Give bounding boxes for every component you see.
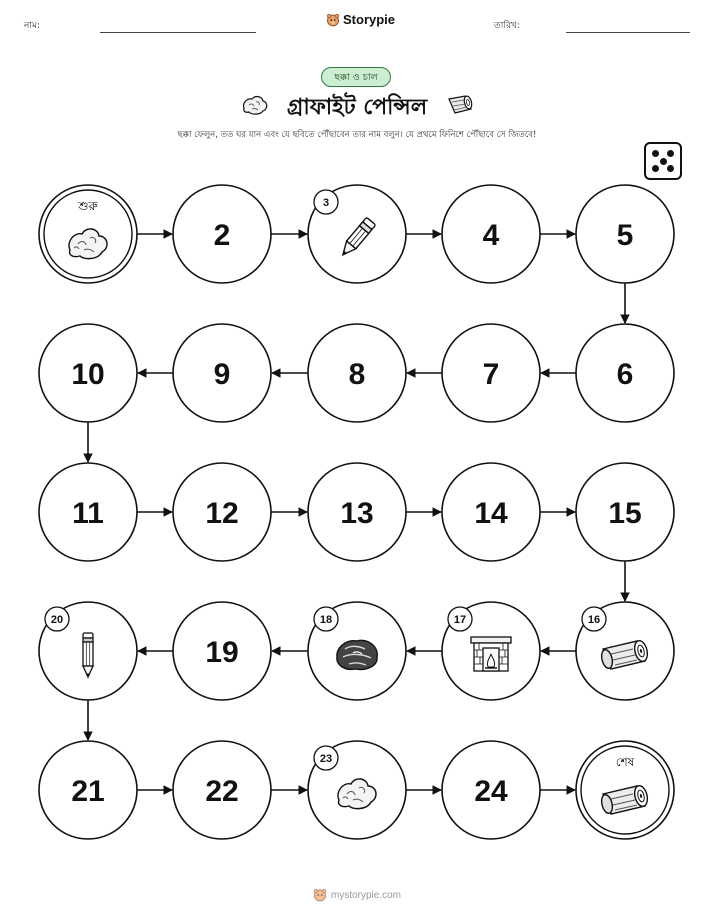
cell-number: 15 [608, 497, 642, 530]
board-cell-4[interactable] [442, 185, 540, 283]
footer-url[interactable]: mystorypie.com [330, 889, 401, 901]
start-label: শুরু [78, 199, 98, 213]
board-cell-11[interactable] [39, 463, 137, 561]
date-label: তারিখ: [494, 21, 520, 31]
board-cell-10[interactable] [39, 324, 137, 422]
finish-label: শেষ [615, 755, 635, 769]
cell-number: 22 [205, 775, 239, 808]
board-cell-24[interactable] [442, 741, 540, 839]
cell-number: 21 [71, 775, 105, 808]
cell-number: 6 [616, 358, 634, 391]
board-cell-8[interactable] [308, 324, 406, 422]
board-cell-2[interactable] [173, 185, 271, 283]
board-cell-17[interactable] [442, 602, 540, 700]
cell-number-badge: 23 [319, 753, 333, 765]
board-cell-5[interactable] [576, 185, 674, 283]
cell-number: 10 [71, 358, 105, 391]
cell-number: 24 [474, 775, 508, 808]
cell-number: 12 [205, 497, 239, 530]
cell-number: 5 [616, 219, 634, 252]
finish-cell[interactable] [576, 741, 674, 839]
board-cell-23[interactable] [308, 741, 406, 839]
cell-number: 9 [213, 358, 231, 391]
name-label: নাম: [24, 21, 41, 31]
board-cell-7[interactable] [442, 324, 540, 422]
cell-number-badge: 20 [50, 614, 64, 626]
instructions: ছক্কা ফেলুন, তত ঘর যান এবং যে ছবিতে পৌঁছাবেন তার নাম বলুন। যে প্রথমে ফিনিশে পৌঁছাবে সে জিতবে! [177, 130, 537, 140]
cell-number: 8 [348, 358, 366, 391]
board-cell-18[interactable] [308, 602, 406, 700]
brand-name: Storypie [343, 12, 396, 27]
board-cell-22[interactable] [173, 741, 271, 839]
board-cell-9[interactable] [173, 324, 271, 422]
cell-number: 19 [205, 636, 239, 669]
cell-number: 4 [482, 219, 500, 252]
fireplace-icon [471, 637, 511, 671]
cell-number: 11 [72, 497, 104, 530]
board-cell-20[interactable] [39, 602, 137, 700]
pencil-upright-icon [83, 633, 93, 677]
cell-number-badge: 17 [453, 614, 467, 626]
worksheet-title: গ্রাফাইট পেন্সিল [286, 95, 428, 120]
board-cell-21[interactable] [39, 741, 137, 839]
board-cell-3[interactable] [308, 185, 406, 283]
board-cell-13[interactable] [308, 463, 406, 561]
cell-number: 14 [474, 497, 508, 530]
coal-icon [337, 640, 377, 669]
cell-number: 2 [213, 219, 231, 252]
board-cell-12[interactable] [173, 463, 271, 561]
footer [0, 888, 714, 902]
game-type-badge: ছক্কা ও চাল [321, 67, 391, 87]
cell-number-badge: 16 [587, 614, 601, 626]
board-cell-14[interactable] [442, 463, 540, 561]
board-cell-15[interactable] [576, 463, 674, 561]
board-cell-19[interactable] [173, 602, 271, 700]
cell-number: 7 [482, 358, 500, 391]
start-cell[interactable] [39, 185, 137, 283]
cell-number: 13 [340, 497, 374, 530]
storypie-mascot-icon [313, 888, 327, 902]
board-cells [39, 185, 674, 839]
board-cell-16[interactable] [576, 602, 674, 700]
cell-number-badge: 3 [322, 197, 330, 209]
board-cell-6[interactable] [576, 324, 674, 422]
cell-number-badge: 18 [319, 614, 333, 626]
